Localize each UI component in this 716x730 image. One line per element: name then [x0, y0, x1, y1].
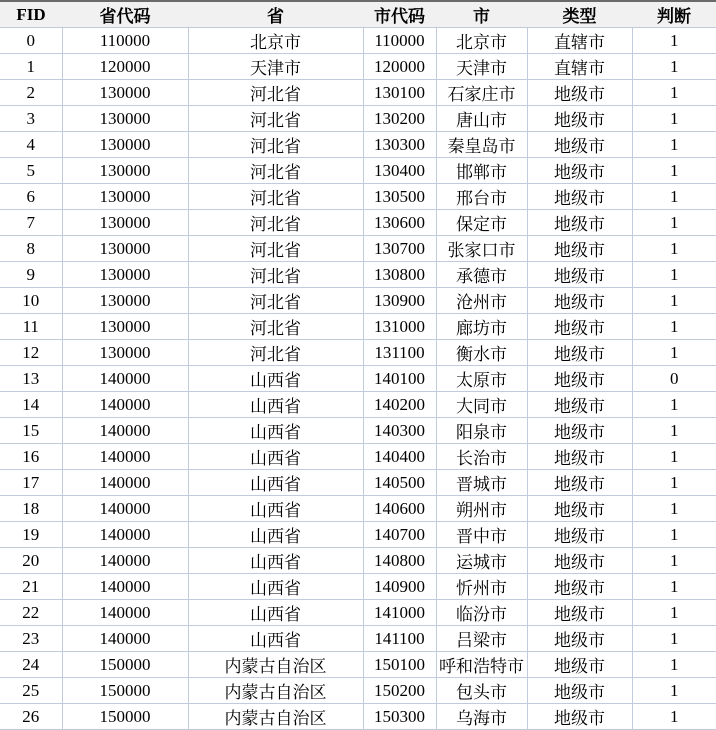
cell-fid[interactable]: 18 — [0, 496, 62, 522]
cell-prov[interactable]: 山西省 — [188, 470, 363, 496]
cell-citycode[interactable]: 120000 — [363, 54, 436, 80]
cell-citycode[interactable]: 140200 — [363, 392, 436, 418]
cell-provcode[interactable]: 130000 — [62, 184, 188, 210]
cell-fid[interactable]: 2 — [0, 80, 62, 106]
cell-prov[interactable]: 河北省 — [188, 158, 363, 184]
table-row — [0, 132, 716, 158]
cell-judge[interactable]: 1 — [632, 600, 716, 626]
cell-citycode[interactable]: 150300 — [363, 704, 436, 730]
cell-provcode[interactable]: 140000 — [62, 366, 188, 392]
cell-citycode[interactable]: 141100 — [363, 626, 436, 652]
cell-judge[interactable]: 1 — [632, 54, 716, 80]
cell-provcode[interactable]: 130000 — [62, 340, 188, 366]
cell-provcode[interactable]: 130000 — [62, 158, 188, 184]
cell-provcode[interactable]: 130000 — [62, 288, 188, 314]
cell-prov[interactable]: 山西省 — [188, 392, 363, 418]
cell-judge[interactable]: 1 — [632, 288, 716, 314]
table-row — [0, 54, 716, 80]
cell-type[interactable]: 地级市 — [527, 392, 632, 418]
column-header-type[interactable]: 类型 — [527, 2, 632, 28]
cell-city[interactable]: 太原市 — [436, 366, 527, 392]
table-row — [0, 106, 716, 132]
cell-type[interactable]: 地级市 — [527, 106, 632, 132]
cell-type[interactable]: 地级市 — [527, 470, 632, 496]
cell-judge[interactable]: 1 — [632, 236, 716, 262]
cell-provcode[interactable]: 140000 — [62, 522, 188, 548]
cell-prov[interactable]: 山西省 — [188, 444, 363, 470]
cell-prov[interactable]: 山西省 — [188, 522, 363, 548]
cell-type[interactable]: 直辖市 — [527, 54, 632, 80]
cell-type[interactable]: 地级市 — [527, 678, 632, 704]
cell-prov[interactable]: 河北省 — [188, 262, 363, 288]
cell-type[interactable]: 地级市 — [527, 626, 632, 652]
cell-provcode[interactable]: 130000 — [62, 236, 188, 262]
cell-city[interactable]: 朔州市 — [436, 496, 527, 522]
table-row — [0, 496, 716, 522]
cell-prov[interactable]: 山西省 — [188, 600, 363, 626]
table-row — [0, 158, 716, 184]
cell-prov[interactable]: 河北省 — [188, 184, 363, 210]
cell-fid[interactable]: 3 — [0, 106, 62, 132]
cell-city[interactable]: 廊坊市 — [436, 314, 527, 340]
cell-city[interactable]: 沧州市 — [436, 288, 527, 314]
cell-type[interactable]: 地级市 — [527, 132, 632, 158]
cell-prov[interactable]: 河北省 — [188, 340, 363, 366]
cell-type[interactable]: 地级市 — [527, 158, 632, 184]
cell-provcode[interactable]: 150000 — [62, 652, 188, 678]
cell-judge[interactable]: 1 — [632, 652, 716, 678]
cell-fid[interactable]: 26 — [0, 704, 62, 730]
cell-prov[interactable]: 河北省 — [188, 288, 363, 314]
cell-provcode[interactable]: 130000 — [62, 132, 188, 158]
cell-citycode[interactable]: 140400 — [363, 444, 436, 470]
cell-judge[interactable]: 1 — [632, 678, 716, 704]
cell-provcode[interactable]: 150000 — [62, 678, 188, 704]
cell-provcode[interactable]: 130000 — [62, 80, 188, 106]
cell-fid[interactable]: 5 — [0, 158, 62, 184]
table-row — [0, 678, 716, 704]
cell-judge[interactable]: 1 — [632, 28, 716, 54]
cell-fid[interactable]: 25 — [0, 678, 62, 704]
cell-fid[interactable]: 4 — [0, 132, 62, 158]
cell-citycode[interactable]: 140300 — [363, 418, 436, 444]
cell-fid[interactable]: 14 — [0, 392, 62, 418]
cell-citycode[interactable]: 130100 — [363, 80, 436, 106]
table-row — [0, 184, 716, 210]
cell-city[interactable]: 运城市 — [436, 548, 527, 574]
cell-provcode[interactable]: 130000 — [62, 106, 188, 132]
cell-provcode[interactable]: 140000 — [62, 626, 188, 652]
cell-prov[interactable]: 河北省 — [188, 210, 363, 236]
cell-judge[interactable]: 1 — [632, 704, 716, 730]
cell-type[interactable]: 地级市 — [527, 288, 632, 314]
table-row — [0, 366, 716, 392]
cell-prov[interactable]: 河北省 — [188, 132, 363, 158]
cell-city[interactable]: 邯郸市 — [436, 158, 527, 184]
cell-prov[interactable]: 天津市 — [188, 54, 363, 80]
table-row — [0, 314, 716, 340]
cell-prov[interactable]: 内蒙古自治区 — [188, 704, 363, 730]
cell-type[interactable]: 地级市 — [527, 574, 632, 600]
cell-provcode[interactable]: 140000 — [62, 444, 188, 470]
table-row — [0, 470, 716, 496]
cell-citycode[interactable]: 130300 — [363, 132, 436, 158]
cell-fid[interactable]: 1 — [0, 54, 62, 80]
cell-prov[interactable]: 河北省 — [188, 80, 363, 106]
cell-provcode[interactable]: 130000 — [62, 314, 188, 340]
cell-provcode[interactable]: 140000 — [62, 600, 188, 626]
cell-citycode[interactable]: 110000 — [363, 28, 436, 54]
cell-judge[interactable]: 1 — [632, 522, 716, 548]
cell-city[interactable]: 晋中市 — [436, 522, 527, 548]
cell-judge[interactable]: 1 — [632, 470, 716, 496]
cell-fid[interactable]: 24 — [0, 652, 62, 678]
cell-citycode[interactable]: 140600 — [363, 496, 436, 522]
cell-type[interactable]: 地级市 — [527, 366, 632, 392]
cell-provcode[interactable]: 110000 — [62, 28, 188, 54]
cell-city[interactable]: 唐山市 — [436, 106, 527, 132]
table-row — [0, 210, 716, 236]
table-row — [0, 418, 716, 444]
cell-type[interactable]: 地级市 — [527, 548, 632, 574]
header-row — [0, 2, 716, 28]
table-row — [0, 600, 716, 626]
cell-fid[interactable]: 0 — [0, 28, 62, 54]
cell-provcode[interactable]: 140000 — [62, 574, 188, 600]
cell-city[interactable]: 忻州市 — [436, 574, 527, 600]
cell-fid[interactable]: 19 — [0, 522, 62, 548]
cell-citycode[interactable]: 140800 — [363, 548, 436, 574]
cell-city[interactable]: 呼和浩特市 — [436, 652, 527, 678]
cell-citycode[interactable]: 140500 — [363, 470, 436, 496]
table-row — [0, 652, 716, 678]
cell-fid[interactable]: 12 — [0, 340, 62, 366]
cell-fid[interactable]: 9 — [0, 262, 62, 288]
cell-prov[interactable]: 山西省 — [188, 548, 363, 574]
table-row — [0, 548, 716, 574]
column-header-prov[interactable]: 省 — [188, 2, 363, 28]
table-row — [0, 340, 716, 366]
cell-type[interactable]: 地级市 — [527, 262, 632, 288]
cell-fid[interactable]: 10 — [0, 288, 62, 314]
table-row — [0, 80, 716, 106]
cell-prov[interactable]: 河北省 — [188, 236, 363, 262]
cell-citycode[interactable]: 141000 — [363, 600, 436, 626]
table-row — [0, 392, 716, 418]
cell-type[interactable]: 地级市 — [527, 80, 632, 106]
cell-citycode[interactable]: 130500 — [363, 184, 436, 210]
table-row — [0, 288, 716, 314]
cell-prov[interactable]: 河北省 — [188, 314, 363, 340]
cell-judge[interactable]: 1 — [632, 80, 716, 106]
cell-prov[interactable]: 内蒙古自治区 — [188, 652, 363, 678]
cell-judge[interactable]: 0 — [632, 366, 716, 392]
cell-judge[interactable]: 1 — [632, 496, 716, 522]
cell-citycode[interactable]: 140700 — [363, 522, 436, 548]
cell-judge[interactable]: 1 — [632, 392, 716, 418]
column-header-judge[interactable]: 判断 — [632, 2, 716, 28]
table-row — [0, 28, 716, 54]
cell-fid[interactable]: 23 — [0, 626, 62, 652]
cell-type[interactable]: 地级市 — [527, 210, 632, 236]
attribute-table — [0, 2, 716, 730]
cell-fid[interactable]: 17 — [0, 470, 62, 496]
table-row — [0, 704, 716, 730]
table-body — [0, 28, 716, 730]
cell-city[interactable]: 阳泉市 — [436, 418, 527, 444]
cell-prov[interactable]: 山西省 — [188, 574, 363, 600]
cell-fid[interactable]: 21 — [0, 574, 62, 600]
cell-prov[interactable]: 河北省 — [188, 106, 363, 132]
cell-fid[interactable]: 6 — [0, 184, 62, 210]
cell-prov[interactable]: 内蒙古自治区 — [188, 678, 363, 704]
cell-judge[interactable]: 1 — [632, 418, 716, 444]
cell-city[interactable]: 邢台市 — [436, 184, 527, 210]
cell-fid[interactable]: 20 — [0, 548, 62, 574]
cell-judge[interactable]: 1 — [632, 444, 716, 470]
cell-citycode[interactable]: 131100 — [363, 340, 436, 366]
cell-city[interactable]: 大同市 — [436, 392, 527, 418]
cell-prov[interactable]: 山西省 — [188, 418, 363, 444]
cell-city[interactable]: 临汾市 — [436, 600, 527, 626]
cell-type[interactable]: 地级市 — [527, 418, 632, 444]
cell-type[interactable]: 地级市 — [527, 236, 632, 262]
cell-city[interactable]: 晋城市 — [436, 470, 527, 496]
cell-citycode[interactable]: 140100 — [363, 366, 436, 392]
cell-citycode[interactable]: 130900 — [363, 288, 436, 314]
cell-judge[interactable]: 1 — [632, 340, 716, 366]
cell-prov[interactable]: 北京市 — [188, 28, 363, 54]
table-row — [0, 236, 716, 262]
cell-prov[interactable]: 山西省 — [188, 496, 363, 522]
cell-citycode[interactable]: 130800 — [363, 262, 436, 288]
cell-citycode[interactable]: 140900 — [363, 574, 436, 600]
cell-type[interactable]: 地级市 — [527, 444, 632, 470]
cell-provcode[interactable]: 140000 — [62, 470, 188, 496]
cell-judge[interactable]: 1 — [632, 626, 716, 652]
cell-city[interactable]: 保定市 — [436, 210, 527, 236]
cell-prov[interactable]: 山西省 — [188, 366, 363, 392]
cell-provcode[interactable]: 140000 — [62, 548, 188, 574]
cell-citycode[interactable]: 150200 — [363, 678, 436, 704]
cell-type[interactable]: 地级市 — [527, 522, 632, 548]
cell-judge[interactable]: 1 — [632, 158, 716, 184]
cell-type[interactable]: 地级市 — [527, 314, 632, 340]
cell-judge[interactable]: 1 — [632, 106, 716, 132]
cell-provcode[interactable]: 140000 — [62, 392, 188, 418]
cell-citycode[interactable]: 130200 — [363, 106, 436, 132]
cell-fid[interactable]: 8 — [0, 236, 62, 262]
table-row — [0, 626, 716, 652]
cell-city[interactable]: 包头市 — [436, 678, 527, 704]
cell-city[interactable]: 秦皇岛市 — [436, 132, 527, 158]
table-row — [0, 444, 716, 470]
cell-type[interactable]: 地级市 — [527, 600, 632, 626]
cell-fid[interactable]: 16 — [0, 444, 62, 470]
cell-fid[interactable]: 7 — [0, 210, 62, 236]
cell-city[interactable]: 乌海市 — [436, 704, 527, 730]
cell-city[interactable]: 衡水市 — [436, 340, 527, 366]
column-header-citycode[interactable]: 市代码 — [363, 2, 436, 28]
column-header-fid[interactable]: FID — [0, 2, 62, 28]
cell-city[interactable]: 承德市 — [436, 262, 527, 288]
table-row — [0, 262, 716, 288]
cell-judge[interactable]: 1 — [632, 132, 716, 158]
cell-judge[interactable]: 1 — [632, 262, 716, 288]
cell-city[interactable]: 天津市 — [436, 54, 527, 80]
cell-citycode[interactable]: 130400 — [363, 158, 436, 184]
cell-judge[interactable]: 1 — [632, 184, 716, 210]
cell-type[interactable]: 地级市 — [527, 652, 632, 678]
cell-citycode[interactable]: 130600 — [363, 210, 436, 236]
cell-fid[interactable]: 11 — [0, 314, 62, 340]
cell-fid[interactable]: 22 — [0, 600, 62, 626]
table-row — [0, 574, 716, 600]
cell-type[interactable]: 地级市 — [527, 340, 632, 366]
cell-citycode[interactable]: 150100 — [363, 652, 436, 678]
cell-city[interactable]: 石家庄市 — [436, 80, 527, 106]
cell-provcode[interactable]: 130000 — [62, 210, 188, 236]
cell-provcode[interactable]: 130000 — [62, 262, 188, 288]
cell-citycode[interactable]: 131000 — [363, 314, 436, 340]
cell-judge[interactable]: 1 — [632, 574, 716, 600]
cell-city[interactable]: 张家口市 — [436, 236, 527, 262]
cell-provcode[interactable]: 120000 — [62, 54, 188, 80]
cell-fid[interactable]: 15 — [0, 418, 62, 444]
cell-citycode[interactable]: 130700 — [363, 236, 436, 262]
cell-city[interactable]: 北京市 — [436, 28, 527, 54]
cell-fid[interactable]: 13 — [0, 366, 62, 392]
cell-city[interactable]: 长治市 — [436, 444, 527, 470]
cell-provcode[interactable]: 140000 — [62, 496, 188, 522]
cell-judge[interactable]: 1 — [632, 210, 716, 236]
cell-provcode[interactable]: 150000 — [62, 704, 188, 730]
cell-type[interactable]: 地级市 — [527, 496, 632, 522]
cell-type[interactable]: 地级市 — [527, 704, 632, 730]
cell-type[interactable]: 地级市 — [527, 184, 632, 210]
cell-provcode[interactable]: 140000 — [62, 418, 188, 444]
cell-judge[interactable]: 1 — [632, 548, 716, 574]
column-header-provcode[interactable]: 省代码 — [62, 2, 188, 28]
cell-judge[interactable]: 1 — [632, 314, 716, 340]
cell-prov[interactable]: 山西省 — [188, 626, 363, 652]
column-header-city[interactable]: 市 — [436, 2, 527, 28]
table-row — [0, 522, 716, 548]
cell-city[interactable]: 吕梁市 — [436, 626, 527, 652]
cell-type[interactable]: 直辖市 — [527, 28, 632, 54]
